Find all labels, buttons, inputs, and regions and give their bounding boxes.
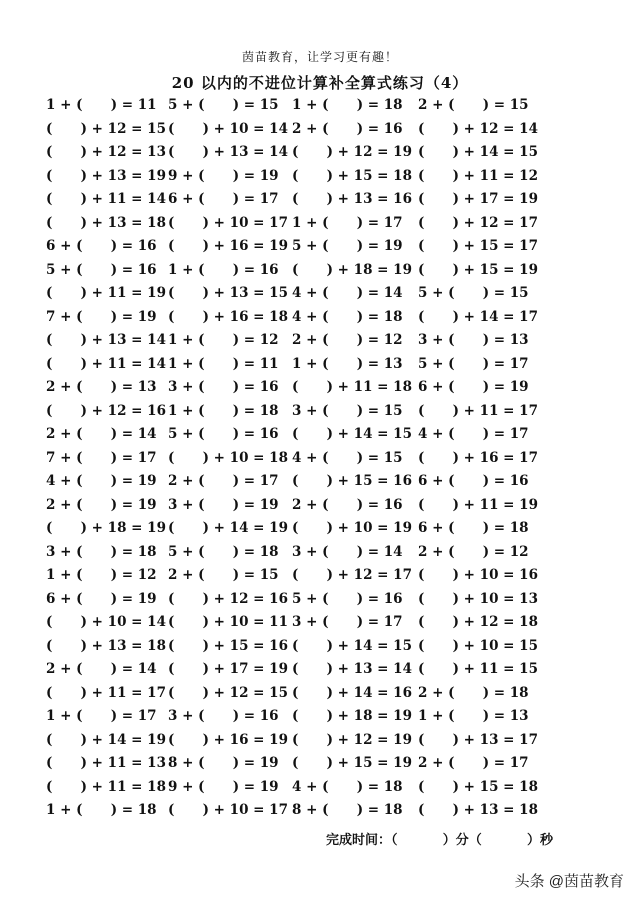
exercise-problem: 1 + ( ) = 13 [418,708,529,724]
exercise-problem: 6 + ( ) = 19 [418,379,529,395]
exercise-problem: 3 + ( ) = 14 [292,543,403,560]
exercise-problem: ( ) + 12 = 16 [168,590,288,607]
exercise-row [0,308,640,332]
exercise-problem: ( ) + 15 = 16 [292,473,412,489]
exercise-row [0,167,640,191]
exercise-problem: ( ) + 10 = 16 [418,567,538,583]
exercise-problem: ( ) + 12 = 16 [46,402,166,419]
exercise-problem: 1 + ( ) = 13 [292,355,403,372]
exercise-problem: 1 + ( ) = 17 [46,708,157,724]
exercise-problem: 3 + ( ) = 13 [418,332,529,348]
exercise-problem: 8 + ( ) = 19 [168,755,279,771]
exercise-problem: 1 + ( ) = 18 [292,97,403,113]
exercise-problem: ( ) + 11 = 19 [46,285,166,301]
exercise-problem: 1 + ( ) = 11 [168,355,279,372]
exercise-problem: 3 + ( ) = 16 [168,708,279,724]
exercise-problem: ( ) + 11 = 17 [418,402,538,419]
exercise-problem: 3 + ( ) = 18 [46,543,157,560]
exercise-problem: 1 + ( ) = 12 [46,567,157,583]
exercise-problem: ( ) + 14 = 16 [292,684,412,701]
exercise-problem: ( ) + 10 = 19 [292,520,412,536]
exercise-row [0,637,640,661]
page-title: 20 以内的不进位计算补全算式练习（4） [171,74,469,92]
exercise-problem: 3 + ( ) = 19 [168,496,279,513]
exercise-problem: ( ) + 12 = 17 [292,567,412,583]
exercise-row [0,237,640,261]
exercise-problem: ( ) + 17 = 19 [418,191,538,207]
exercise-problem: ( ) + 13 = 14 [46,332,166,348]
exercise-problem: ( ) + 12 = 13 [46,144,166,160]
exercise-problem: ( ) + 12 = 19 [292,731,412,748]
exercise-row [0,214,640,238]
exercise-problem: ( ) + 16 = 19 [168,731,288,748]
exercise-problem: ( ) + 11 = 12 [418,167,538,184]
exercise-row [0,566,640,590]
exercise-row [0,778,640,802]
exercise-problem: 3 + ( ) = 16 [168,379,279,395]
exercise-problem: ( ) + 15 = 17 [418,238,538,254]
exercise-row [0,355,640,379]
exercise-problem: ( ) + 14 = 17 [418,308,538,325]
exercise-problem: 2 + ( ) = 17 [168,473,279,489]
exercise-problem: ( ) + 13 = 16 [292,191,412,207]
exercise-problem: 4 + ( ) = 19 [46,473,157,489]
exercise-problem: ( ) + 11 = 14 [46,191,166,207]
exercise-problem: ( ) + 11 = 19 [418,496,538,513]
exercise-problem: 4 + ( ) = 18 [292,778,403,795]
exercise-problem: ( ) + 18 = 19 [292,261,412,278]
exercise-problem: ( ) + 17 = 19 [168,661,288,677]
exercise-problem: ( ) + 10 = 13 [418,590,538,607]
exercise-problem: ( ) + 12 = 15 [46,120,166,137]
exercise-problem: ( ) + 13 = 18 [46,214,166,231]
exercise-problem: ( ) + 16 = 17 [418,449,538,466]
completion-time-label: 完成时间：（ ）分（ ）秒 [326,833,554,848]
exercise-problem: 2 + ( ) = 14 [46,661,157,677]
exercise-row [0,120,640,144]
exercise-problem: 2 + ( ) = 16 [292,120,403,137]
header-slogan: 茵苗教育，让学习更有趣！ [241,50,398,64]
exercise-problem: ( ) + 15 = 16 [168,637,288,654]
exercise-row [0,543,640,567]
exercise-problem: 1 + ( ) = 12 [168,332,279,348]
exercise-problem: 4 + ( ) = 14 [292,285,403,301]
exercise-problem: 2 + ( ) = 12 [292,332,403,348]
exercise-row [0,449,640,473]
exercise-row [0,519,640,543]
exercise-problem: ( ) + 12 = 18 [418,614,538,630]
exercise-problem: ( ) + 13 = 18 [46,637,166,654]
exercise-problem: ( ) + 13 = 15 [168,285,288,301]
exercise-problem: ( ) + 14 = 15 [292,426,412,442]
exercise-problem: ( ) + 15 = 19 [418,261,538,278]
exercise-problem: 6 + ( ) = 18 [418,520,529,536]
exercise-problem: 2 + ( ) = 15 [168,567,279,583]
exercise-problem: 8 + ( ) = 18 [292,802,403,818]
exercise-problem: 4 + ( ) = 17 [418,426,529,442]
exercise-row [0,472,640,496]
exercise-problem: 1 + ( ) = 16 [168,261,279,278]
exercise-problem: 7 + ( ) = 17 [46,449,157,466]
exercise-problem: 6 + ( ) = 19 [46,590,157,607]
exercise-problem: 9 + ( ) = 19 [168,778,279,795]
exercise-problem: ( ) + 10 = 14 [46,614,166,630]
exercise-problem: ( ) + 11 = 13 [46,755,166,771]
exercise-problem: 6 + ( ) = 16 [418,473,529,489]
exercise-problem: 5 + ( ) = 19 [292,238,403,254]
exercise-problem: 2 + ( ) = 15 [418,97,529,113]
exercise-problem: ( ) + 13 = 14 [168,144,288,160]
exercise-row [0,590,640,614]
exercise-problem: ( ) + 12 = 19 [292,144,412,160]
exercise-problem: 5 + ( ) = 16 [292,590,403,607]
exercise-problem: ( ) + 11 = 17 [46,684,166,701]
exercise-problem: ( ) + 14 = 15 [418,144,538,160]
exercise-row [0,261,640,285]
exercise-problem: 2 + ( ) = 12 [418,543,529,560]
exercise-row [0,660,640,684]
exercise-problem: 6 + ( ) = 17 [168,191,279,207]
exercise-problem: 3 + ( ) = 17 [292,614,403,630]
exercise-row [0,613,640,637]
exercise-problem: ( ) + 12 = 15 [168,684,288,701]
exercise-problem: 1 + ( ) = 18 [46,802,157,818]
exercise-problem: 5 + ( ) = 15 [168,97,279,113]
exercise-problem: 5 + ( ) = 16 [168,426,279,442]
exercise-problem: ( ) + 16 = 19 [168,238,288,254]
exercise-problem: ( ) + 15 = 19 [292,755,412,771]
exercise-row [0,425,640,449]
exercise-problem: ( ) + 11 = 15 [418,661,538,677]
exercise-problem: ( ) + 12 = 17 [418,214,538,231]
exercise-problem: 7 + ( ) = 19 [46,308,157,325]
exercise-row [0,801,640,825]
exercise-problem: ( ) + 13 = 19 [46,167,166,184]
exercise-problem: 2 + ( ) = 14 [46,426,157,442]
exercise-problem: 2 + ( ) = 13 [46,379,157,395]
exercise-problem: ( ) + 11 = 18 [292,379,412,395]
exercise-row [0,284,640,308]
exercise-row [0,143,640,167]
exercise-problem: ( ) + 18 = 19 [46,520,166,536]
exercise-problem: ( ) + 10 = 15 [418,637,538,654]
exercise-problem: ( ) + 16 = 18 [168,308,288,325]
exercise-problem: ( ) + 10 = 18 [168,449,288,466]
exercise-problem: 5 + ( ) = 15 [418,285,529,301]
exercise-row [0,684,640,708]
exercise-problem: ( ) + 12 = 14 [418,120,538,137]
exercise-problem: 2 + ( ) = 18 [418,684,529,701]
exercise-problem: ( ) + 15 = 18 [418,778,538,795]
exercise-problem: ( ) + 10 = 14 [168,120,288,137]
exercise-problem: 2 + ( ) = 17 [418,755,529,771]
exercise-problem: 1 + ( ) = 17 [292,214,403,231]
exercise-problem: ( ) + 15 = 18 [292,167,412,184]
exercise-problem: ( ) + 10 = 17 [168,802,288,818]
exercise-problem: 4 + ( ) = 15 [292,449,403,466]
exercise-row [0,96,640,120]
exercise-row [0,496,640,520]
exercise-problem: 1 + ( ) = 18 [168,402,279,419]
exercise-problem: 6 + ( ) = 16 [46,238,157,254]
exercise-row [0,754,640,778]
exercise-problem: 2 + ( ) = 19 [46,496,157,513]
exercise-problem: 5 + ( ) = 16 [46,261,157,278]
exercise-problem: 1 + ( ) = 11 [46,97,157,113]
exercise-problem: ( ) + 14 = 19 [168,520,288,536]
exercise-problem: ( ) + 14 = 15 [292,637,412,654]
exercise-row [0,378,640,402]
exercise-problem: 9 + ( ) = 19 [168,167,279,184]
exercise-problem: ( ) + 18 = 19 [292,708,412,724]
exercise-problem: ( ) + 10 = 17 [168,214,288,231]
exercise-problem: ( ) + 13 = 18 [418,802,538,818]
exercise-row [0,731,640,755]
exercise-problem: ( ) + 13 = 17 [418,731,538,748]
watermark: 头条 @茵苗教育 [514,873,624,890]
exercise-problem: 4 + ( ) = 18 [292,308,403,325]
exercise-problem: 5 + ( ) = 17 [418,355,529,372]
exercise-row [0,190,640,214]
exercise-row [0,707,640,731]
exercise-row [0,331,640,355]
exercise-problem: ( ) + 11 = 14 [46,355,166,372]
exercise-problem: ( ) + 14 = 19 [46,731,166,748]
exercise-grid [0,96,640,825]
exercise-problem: 3 + ( ) = 15 [292,402,403,419]
exercise-problem: ( ) + 10 = 11 [168,614,288,630]
exercise-row [0,402,640,426]
exercise-problem: 2 + ( ) = 16 [292,496,403,513]
exercise-problem: ( ) + 11 = 18 [46,778,166,795]
exercise-problem: 5 + ( ) = 18 [168,543,279,560]
exercise-problem: ( ) + 13 = 14 [292,661,412,677]
